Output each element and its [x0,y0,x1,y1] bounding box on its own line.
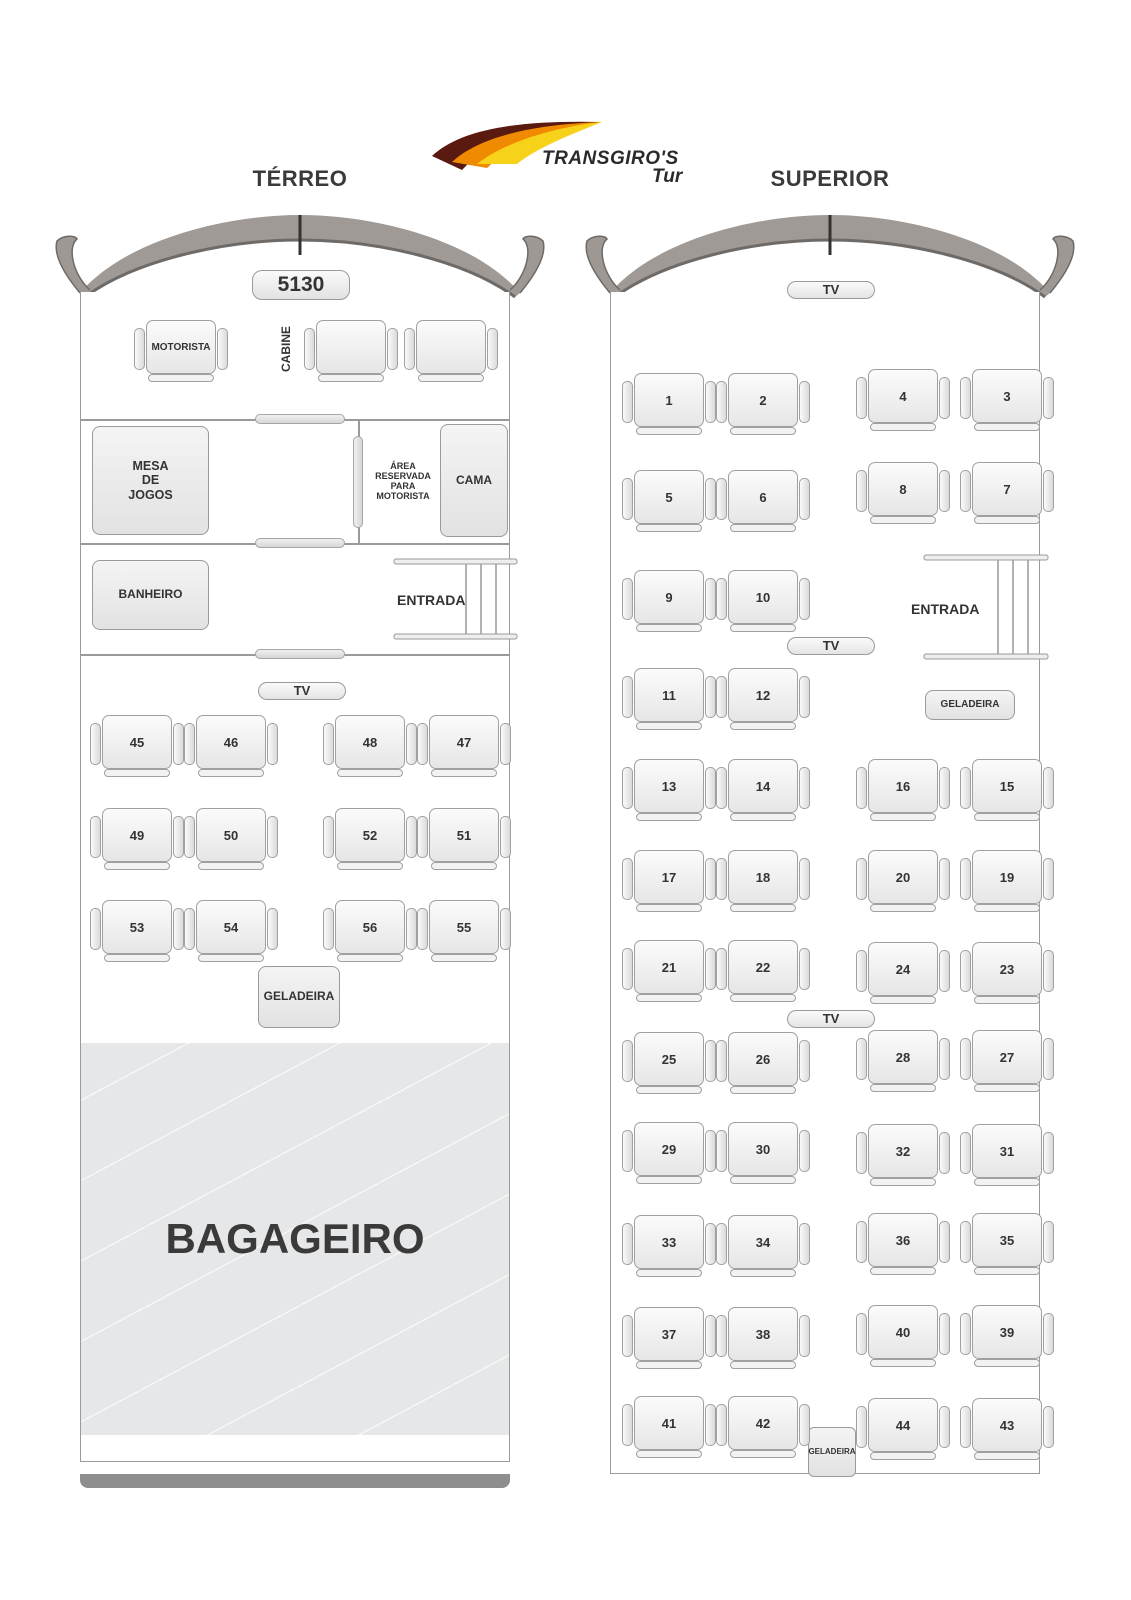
seat-number: 13 [634,759,704,813]
seat-number: 50 [196,808,266,862]
seat[interactable] [622,668,716,730]
superior-geladeira-middle: GELADEIRA [925,690,1015,720]
seat[interactable] [716,1122,810,1184]
seat-number: 38 [728,1307,798,1361]
bus-number: 5130 [252,270,350,300]
seat[interactable] [323,808,417,870]
seat-number: 23 [972,942,1042,996]
seat-number: 40 [868,1305,938,1359]
door-rail [255,538,345,548]
terreo-tv: TV [258,682,346,700]
seat-number: 48 [335,715,405,769]
seat-number: 4 [868,369,938,423]
seat[interactable] [417,715,511,777]
seat-number: 9 [634,570,704,624]
seat[interactable] [716,1032,810,1094]
seat[interactable] [856,759,950,821]
seat-number: 54 [196,900,266,954]
seat-number: 22 [728,940,798,994]
seat[interactable] [960,462,1054,524]
seat[interactable] [716,470,810,532]
bagageiro: BAGAGEIRO [81,1043,509,1435]
seat[interactable] [417,808,511,870]
seat[interactable] [622,1122,716,1184]
seat-number: 47 [429,715,499,769]
seat-number: 8 [868,462,938,516]
superior-entrada-label: ENTRADA [911,601,980,617]
seat[interactable] [323,900,417,962]
terreo-title: TÉRREO [252,166,348,191]
terreo-bottom-bar [80,1474,510,1488]
seat[interactable] [716,1215,810,1277]
transgiros-logo [432,118,692,190]
door-rail [255,649,345,659]
cabin-seat [304,320,398,382]
seat[interactable] [184,808,278,870]
superior-tv-rear: TV [787,1010,875,1028]
seat-number: 1 [634,373,704,427]
seat-number: 25 [634,1032,704,1086]
seat[interactable] [960,1124,1054,1186]
seat-number: 45 [102,715,172,769]
seat[interactable] [622,759,716,821]
superior-tv-middle: TV [787,637,875,655]
seat[interactable] [960,1213,1054,1275]
area-reservada-label: ÁREA RESERVADA PARA MOTORISTA [375,461,431,501]
seat-number: 41 [634,1396,704,1450]
seat[interactable] [960,1305,1054,1367]
seat-number: 15 [972,759,1042,813]
door-rail [255,414,345,424]
seat[interactable] [622,940,716,1002]
seat[interactable] [716,1396,810,1458]
seat-number: 35 [972,1213,1042,1267]
seat[interactable] [184,715,278,777]
seat[interactable] [716,759,810,821]
seat[interactable] [716,940,810,1002]
seat-number: 39 [972,1305,1042,1359]
seat-number: 24 [868,942,938,996]
seat[interactable] [622,1032,716,1094]
seat-number: 31 [972,1124,1042,1178]
seat-number: 14 [728,759,798,813]
seat-number: 46 [196,715,266,769]
seat[interactable] [856,369,950,431]
superior-title: SUPERIOR [770,166,890,191]
seat[interactable] [622,470,716,532]
cabin-seat [404,320,498,382]
seat[interactable] [960,1398,1054,1460]
seat-number: 26 [728,1032,798,1086]
seat[interactable] [716,1307,810,1369]
mesa-de-jogos: MESA DE JOGOS [92,426,209,535]
seat-number: 37 [634,1307,704,1361]
seat[interactable] [622,1215,716,1277]
seat-number: 28 [868,1030,938,1084]
seat-number: 17 [634,850,704,904]
terreo-geladeira: GELADEIRA [258,966,340,1028]
seat[interactable] [960,942,1054,1004]
seat[interactable] [323,715,417,777]
seat[interactable] [960,1030,1054,1092]
seat-number: 43 [972,1398,1042,1452]
cabine-label: CABINE [279,326,293,373]
terreo-stairs-icon [393,558,518,640]
seat-number: 49 [102,808,172,862]
seat-number: 32 [868,1124,938,1178]
seat-number: 55 [429,900,499,954]
seat[interactable] [90,808,184,870]
seat-number: 11 [634,668,704,722]
seat[interactable] [90,715,184,777]
seat[interactable] [622,373,716,435]
seat-number: 53 [102,900,172,954]
seat[interactable] [716,570,810,632]
seat[interactable] [622,570,716,632]
seat-number: 52 [335,808,405,862]
seat[interactable] [856,1398,950,1460]
seat[interactable] [184,900,278,962]
seat[interactable] [622,1396,716,1458]
cama: CAMA [440,424,508,537]
seat-number: 7 [972,462,1042,516]
seat[interactable] [90,900,184,962]
seat-number: 3 [972,369,1042,423]
seat-number: 36 [868,1213,938,1267]
seat[interactable] [856,850,950,912]
seat-number: 12 [728,668,798,722]
seat[interactable] [960,850,1054,912]
seat-number: 20 [868,850,938,904]
seat-number: 5 [634,470,704,524]
seat-number: 16 [868,759,938,813]
motorista-seat [134,320,228,382]
seat[interactable] [716,668,810,730]
superior-tv-front: TV [787,281,875,299]
seat[interactable] [716,850,810,912]
seat-number: 51 [429,808,499,862]
seat-number: 2 [728,373,798,427]
seat[interactable] [856,942,950,1004]
seat-number: 34 [728,1215,798,1269]
logo-name: TRANSGIRO'S [542,148,679,169]
seat-number: 21 [634,940,704,994]
seat-number: 19 [972,850,1042,904]
seat-number: 6 [728,470,798,524]
seat-number: 56 [335,900,405,954]
seat[interactable] [716,373,810,435]
seat[interactable] [622,850,716,912]
banheiro: BANHEIRO [92,560,209,630]
seat-number: 30 [728,1122,798,1176]
seat[interactable] [960,759,1054,821]
seat-number: 10 [728,570,798,624]
seat-number: 29 [634,1122,704,1176]
seat[interactable] [856,462,950,524]
superior-stairs-icon [923,554,1050,660]
seat[interactable] [856,1213,950,1275]
logo-sub: Tur [652,166,683,187]
seat[interactable] [856,1305,950,1367]
seat-number: 33 [634,1215,704,1269]
seat[interactable] [856,1124,950,1186]
door-rail [353,436,363,528]
seat[interactable] [622,1307,716,1369]
seat[interactable] [417,900,511,962]
seat-number: 27 [972,1030,1042,1084]
seat-number: 42 [728,1396,798,1450]
seat-number: 44 [868,1398,938,1452]
seat[interactable] [960,369,1054,431]
terreo-entrada-label: ENTRADA [397,592,466,608]
superior-geladeira-rear: GELADEIRA [808,1427,856,1477]
motorista-label: MOTORISTA [146,320,216,374]
seat-number: 18 [728,850,798,904]
seat[interactable] [856,1030,950,1092]
